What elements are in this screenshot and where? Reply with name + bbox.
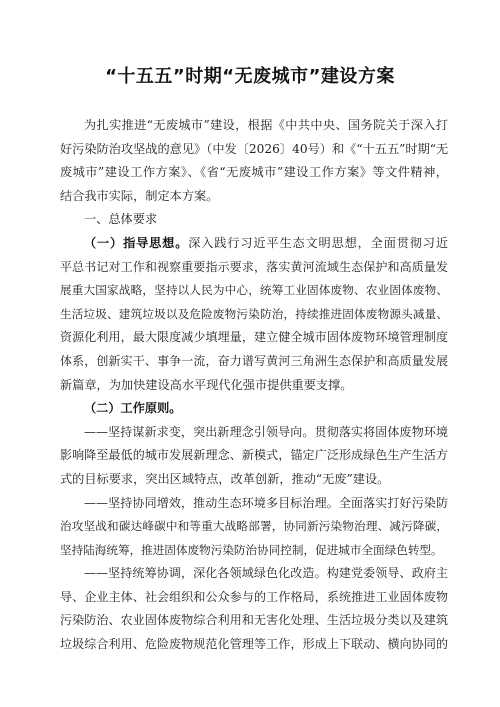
principle-line: 坚持陆海统筹，推进固体废物污染防治协同控制，促进城市全面绿色转型。	[60, 542, 443, 557]
principle-line: 垃圾综合利用、危险废物规范化管理等工作，形成上下联动、横向协同的	[60, 637, 448, 652]
principle-line: 式的目标要求，突出区域特点，改革创新，推动“无废”建设。	[60, 471, 390, 486]
section-heading: 一、总体要求	[84, 212, 158, 227]
guiding-line: 体系，创新实干、事争一流，奋力谱写黄河三角洲生态保护和高质量发展	[60, 353, 448, 368]
subsection-heading: （一）指导思想。	[84, 235, 189, 250]
intro-line: 为扎实推进“无废城市”建设，根据《中共中央、国务院关于深入打	[84, 118, 448, 132]
principle-line: ——坚持协同增效，推动生态环境多目标治理。全面落实打好污染防	[84, 495, 448, 510]
document-body	[60, 114, 448, 657]
guiding-line: 资源化利用，最大限度减少填埋量，建立健全城市固体废物环境管理制度	[60, 330, 448, 345]
principle-line: ——坚持谋新求变，突出新理念引领导向。贯彻落实将固体废物环境	[84, 424, 448, 439]
principle-line: 污染防治、农业固体废物综合利用和无害化处理、生活垃圾分类以及建筑	[60, 613, 448, 628]
guiding-line: 展重大国家战略，坚持以人民为中心，统筹工业固体废物、农业固体废物、	[60, 283, 448, 298]
principle-line: 导、企业主体、社会组织和公众参与的工作格局，系统推进工业固体废物	[60, 589, 448, 604]
guiding-line: 平总书记对工作和视察重要指示要求，落实黄河流域生态保护和高质量发	[60, 259, 448, 274]
page-title: “十五五”时期“无废城市”建设方案	[105, 66, 395, 87]
subsection-heading: （二）工作原则。	[84, 401, 182, 416]
intro-line: 结合我市实际，制定本方案。	[60, 188, 219, 203]
principle-line: 治攻坚战和碳达峰碳中和等重大战略部署，协同新污染物治理、减污降碳，	[60, 519, 448, 534]
guiding-first-line	[60, 232, 448, 256]
principle-line: ——坚持统筹协调，深化各领域绿色化改造。构建党委领导、政府主	[84, 566, 448, 581]
intro-line: 好污染防治攻坚战的意见》（中发〔2026〕40号）和《“十五五”时期“无	[60, 141, 448, 156]
guiding-line: 新篇章，为加快建设高水平现代化强市提供重要支撑。	[60, 377, 353, 392]
principles-heading-line	[60, 397, 448, 421]
guiding-line: 生活垃圾、建筑垃圾以及危险废物污染防治，持续推进固体废物源头减量、	[60, 306, 448, 321]
guiding-text: 深入践行习近平生态文明思想，全面贯彻习近	[188, 235, 448, 250]
intro-line: 废城市”建设工作方案》、《省“无废城市”建设工作方案》等文件精神，	[60, 165, 448, 180]
principle-line: 影响降至最低的城市发展新理念、新模式，锚定广泛形成绿色生产生活方	[60, 448, 448, 463]
